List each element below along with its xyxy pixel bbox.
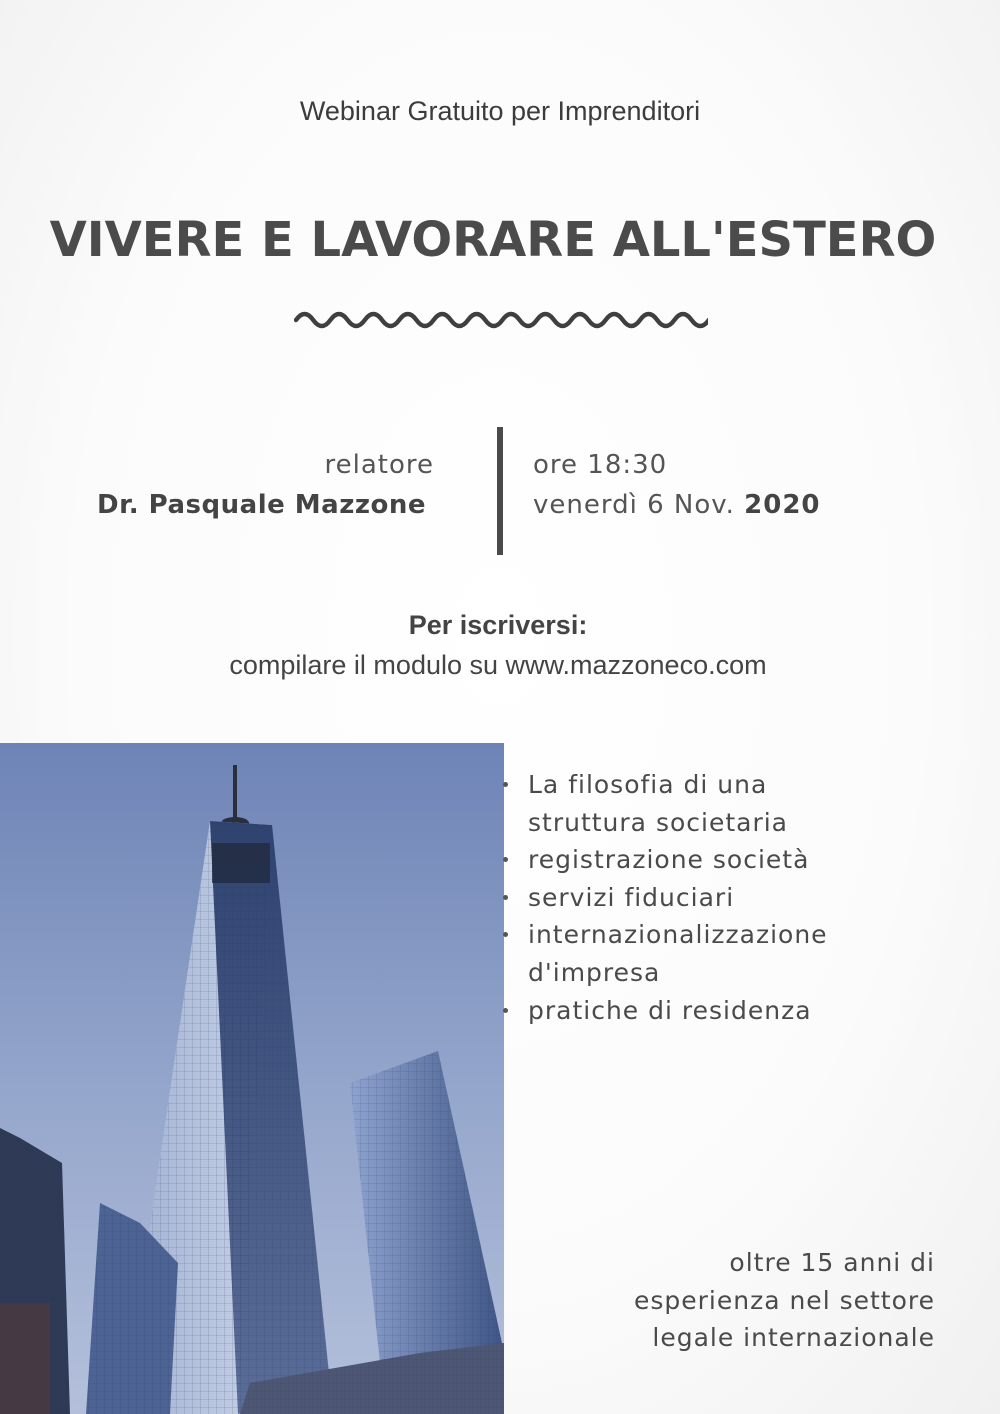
event-date-day: venerdì 6 Nov. xyxy=(533,490,735,520)
experience-line: legale internazionale xyxy=(652,1323,935,1353)
page-title: VIVERE E LAVORARE ALL'ESTERO xyxy=(49,212,937,268)
signup-heading: Per iscriversi: xyxy=(408,610,588,640)
speaker-name: Dr. Pasquale Mazzone xyxy=(97,490,426,520)
experience-note xyxy=(634,1244,935,1357)
list-item: La filosofia di una xyxy=(500,766,828,804)
list-item: pratiche di residenza xyxy=(500,992,828,1030)
list-item: servizi fiduciari xyxy=(500,879,828,917)
event-date xyxy=(533,490,821,520)
list-item-continuation: struttura societaria xyxy=(528,807,789,837)
signup-instructions: compilare il modulo su www.mazzoneco.com xyxy=(229,650,767,680)
skyscraper-photo xyxy=(0,743,504,1414)
list-item: internazionalizzazione xyxy=(500,916,828,954)
event-time: ore 18:30 xyxy=(533,450,668,480)
speaker-role: relatore xyxy=(324,450,434,480)
topic-list xyxy=(500,766,828,1029)
event-year: 2020 xyxy=(744,490,821,520)
list-item: registrazione società xyxy=(500,841,828,879)
webinar-subtitle: Webinar Gratuito per Imprenditori xyxy=(299,96,701,126)
wavy-divider xyxy=(294,306,708,334)
experience-line: oltre 15 anni di xyxy=(729,1248,935,1277)
list-item-continuation: d'impresa xyxy=(528,957,661,987)
vertical-divider xyxy=(497,427,503,555)
experience-line: esperienza nel settore xyxy=(633,1285,935,1315)
